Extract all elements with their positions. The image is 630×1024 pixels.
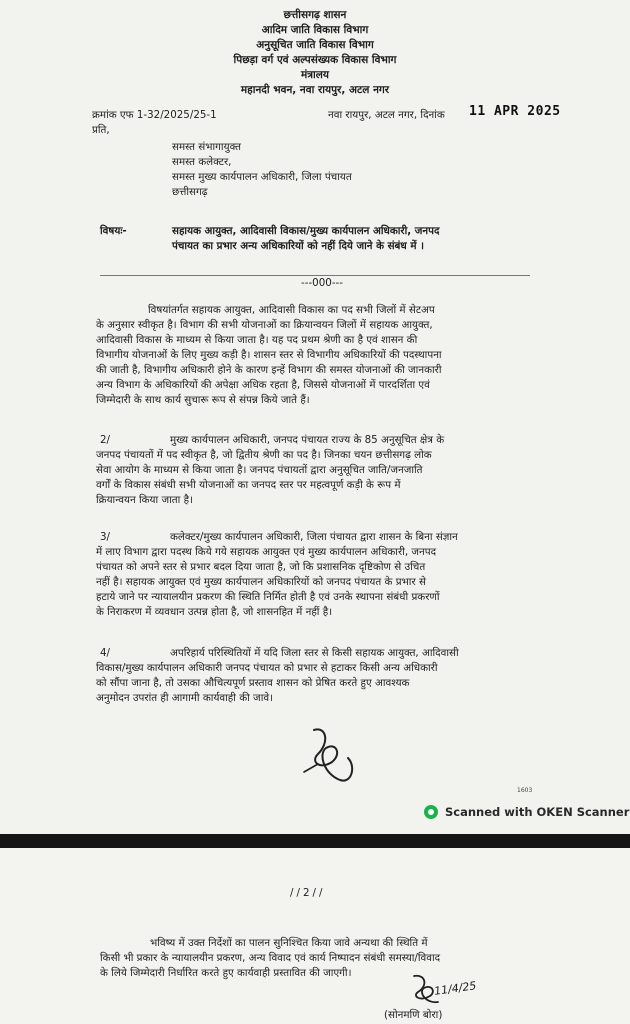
recipient-line: समस्त मुख्य कार्यपालन अधिकारी, जिला पंचायत	[172, 171, 352, 183]
signature-date: 11/4/25	[433, 979, 478, 998]
signature-mark	[296, 722, 386, 788]
paragraph-line: भविष्य में उक्त निर्देशों का पालन सुनिश्चित किया जावे अन्यथा की स्थिति में	[150, 937, 428, 949]
paragraph-line: जनपद पंचायतों में पद स्वीकृत है, जो द्वितीय श्रेणी का पद है। जिनका चयन छत्तीसगढ़ लोक	[96, 449, 432, 461]
paragraph-2	[96, 433, 544, 508]
paragraph-line: पंचायत को अपने स्तर से प्रभार बदल दिया जाता है, जो कि प्रशासनिक दृष्टिकोण से उचित	[96, 561, 426, 573]
recipient-line: समस्त कलेक्टर,	[172, 156, 232, 168]
letterhead	[150, 8, 480, 98]
paragraph-line: अनुमोदन उपरांत ही आगामी कार्यवाही की जावे।	[96, 692, 273, 704]
letterhead-line: पिछड़ा वर्ग एवं अल्पसंख्यक विकास विभाग	[233, 54, 397, 66]
paragraph-line: हटाये जाने पर न्यायालयीन प्रकरण की स्थिति निर्मित होती है एवं उनके स्थापना संबंधी प्रकरणों	[96, 591, 440, 603]
scanner-watermark	[424, 805, 629, 819]
paragraph-line: अन्य विभाग के अधिकारियों की अपेक्षा अधिक रहता है, जिससे योजनाओं में पारदर्शिता एवं	[96, 379, 430, 391]
paragraph-line: वर्गों के विकास संबंधी सभी योजनाओं का जनपद स्तर पर महत्वपूर्ण कड़ी के रूप में	[96, 479, 401, 491]
paragraph-line: जिम्मेदारी के साथ कार्य सुचारू रूप से संपन्न किये जाते हैं।	[96, 394, 310, 406]
stamp-number: 1603	[517, 787, 533, 794]
order-number: क्रमांक एफ 1-32/2025/25-1	[92, 109, 217, 121]
paragraph-line: कलेक्टर/मुख्य कार्यपालन अधिकारी, जिला पंचायत द्वारा शासन के बिना संज्ञान	[170, 531, 458, 543]
paragraph-number: 3/	[100, 531, 111, 543]
letterhead-line: आदिम जाति विकास विभाग	[261, 24, 369, 36]
scanner-text: Scanned with OKEN Scanner	[445, 805, 630, 819]
paragraph-line: को सौंपा जाना है, तो उसका औचित्यपूर्ण प्रस्ताव शासन को प्रेषित करते हुए आवश्यक	[96, 677, 410, 689]
paragraph-1	[96, 303, 544, 408]
recipient-line: छत्तीसगढ़	[172, 186, 208, 198]
paragraph-line: विकास/मुख्य कार्यपालन अधिकारी जनपद पंचायत को प्रभार से हटाकर किसी अन्य अधिकारी	[96, 662, 438, 674]
paragraph-line: नहीं है। सहायक आयुक्त एवं मुख्य कार्यपालन अधिकारियों को जनपद पंचायत के प्रभार से	[96, 576, 426, 588]
to-label: प्रति,	[92, 124, 110, 136]
letterhead-line: अनुसूचित जाति विकास विभाग	[256, 39, 374, 51]
paragraph-line: के अनुसार स्वीकृत है। विभाग की सभी योजनाओं का क्रियान्वयन जिलों में सहायक आयुक्त,	[96, 319, 433, 331]
paragraph-line: सेवा आयोग के माध्यम से किया जाता है। जनपद पंचायतों द्वारा अनुसूचित जाति/जनजाति	[96, 464, 423, 476]
page2-paragraph	[100, 936, 544, 981]
letterhead-line: महानदी भवन, नवा रायपुर, अटल नगर	[240, 84, 390, 96]
paragraph-line: मुख्य कार्यपालन अधिकारी, जनपद पंचायत राज्य के 85 अनुसूचित क्षेत्र के	[170, 434, 445, 446]
paragraph-line: क्रियान्वयन किया जाता है।	[96, 494, 193, 506]
subject-line: सहायक आयुक्त, आदिवासी विकास/मुख्य कार्यपालन अधिकारी, जनपद	[172, 225, 440, 237]
scanned-page-2	[0, 848, 630, 1024]
paragraph-line: के निराकरण में व्यवधान उत्पन्न होता है, जो शासनहित में नहीं है।	[96, 606, 333, 618]
page-gap	[0, 834, 630, 848]
subject-text	[172, 224, 532, 254]
paragraph-line: विषयांतर्गत सहायक आयुक्त, आदिवासी विकास का पद सभी जिलों में सेटअप	[148, 304, 435, 316]
paragraph-3	[96, 530, 544, 620]
recipient-line: समस्त संभागायुक्त	[172, 141, 241, 153]
paragraph-line: में लाए विभाग द्वारा पदस्थ किये गये सहायक आयुक्त एवं मुख्य कार्यपालन अधिकारी, जनपद	[96, 546, 437, 558]
paragraph-line: विभागीय योजनाओं के लिए मुख्य कड़ी है। शासन स्तर से विभागीय अधिकारियों की पदस्थापना	[96, 349, 442, 361]
issue-date: 11 APR 2025	[469, 104, 561, 119]
recipients	[172, 140, 352, 200]
subject-label: विषयः-	[100, 225, 127, 237]
paragraph-line: के लिये जिम्मेदारी निर्धारित करते हुए कार्यवाही प्रस्तावित की जाएगी।	[100, 967, 352, 979]
page-number: //2//	[290, 887, 326, 899]
oken-logo-icon	[424, 805, 438, 819]
paragraph-number: 4/	[100, 647, 111, 659]
letterhead-line: मंत्रालय	[300, 69, 329, 81]
subject-line: पंचायत का प्रभार अन्य अधिकारियों को नहीं दिये जाने के संबंध में ।	[172, 240, 424, 252]
paragraph-line: अपरिहार्य परिस्थितियों में यदि जिला स्तर से किसी सहायक आयुक्त, आदिवासी	[170, 647, 459, 659]
paragraph-line: की जाती है, विभागीय अधिकारी होने के कारण इन्हें विभाग की समस्त योजनाओं की जानकारी	[96, 364, 442, 376]
place-date-label: नवा रायपुर, अटल नगर, दिनांक	[328, 109, 445, 121]
letterhead-line: छत्तीसगढ़ शासन	[283, 9, 347, 21]
paragraph-4	[96, 646, 544, 706]
separator: ---000---	[301, 277, 343, 289]
paragraph-number: 2/	[100, 434, 111, 446]
paragraph-line: किसी भी प्रकार के न्यायालयीन प्रकरण, अन्य विवाद एवं कार्य निष्पादन संबंधी समस्या/विवाद	[100, 952, 441, 964]
paragraph-line: आदिवासी विकास के माध्यम से किया जाता है। यह पद प्रथम श्रेणी का है एवं शासन की	[96, 334, 418, 346]
signatory-name: (सोनमणि बोरा)	[384, 1009, 443, 1021]
